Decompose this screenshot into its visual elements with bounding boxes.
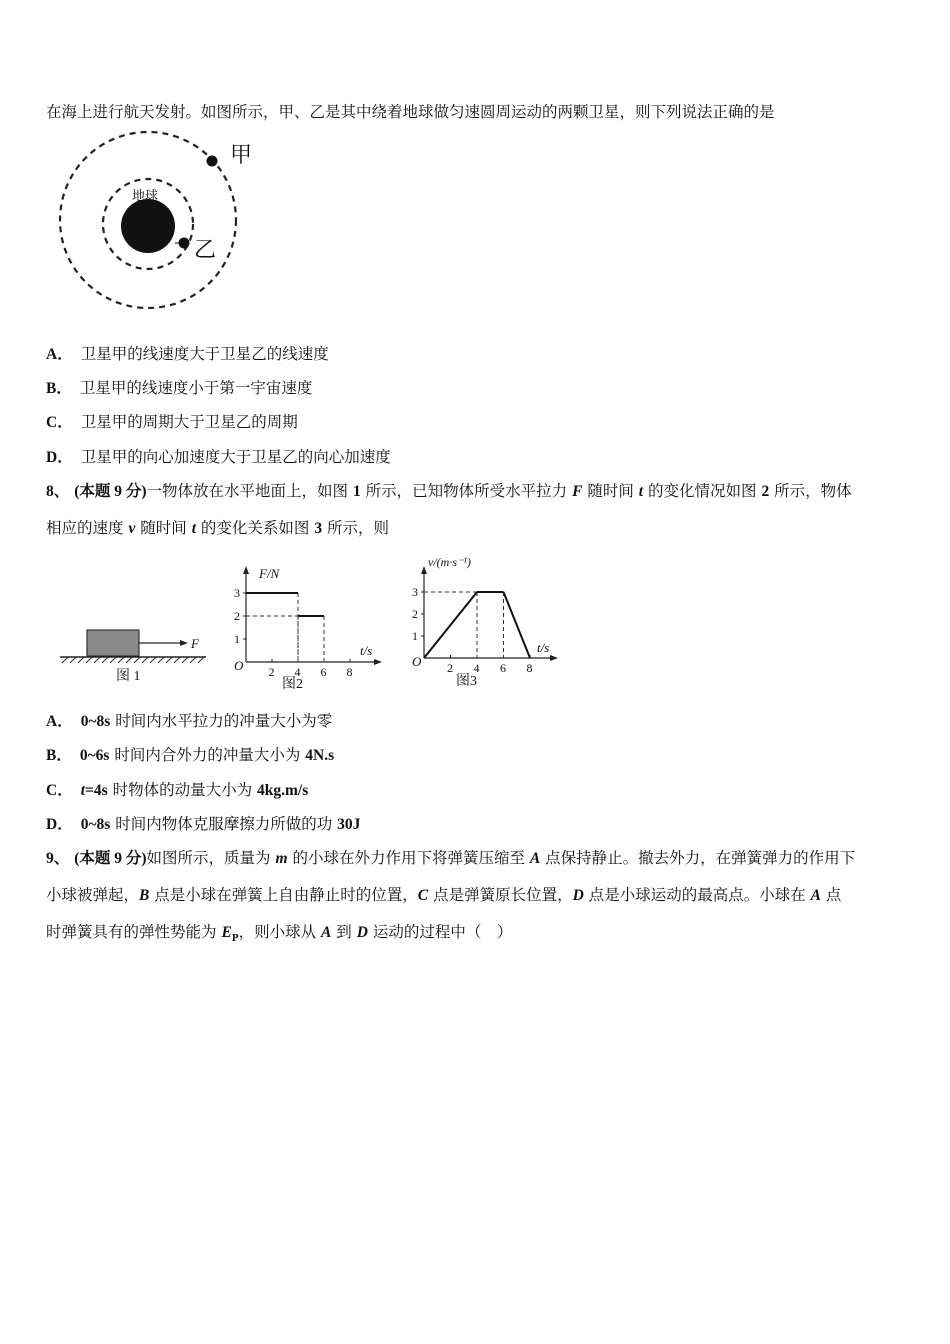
fig3-ytick-label: 2 bbox=[412, 607, 418, 621]
figure-1-caption: 图 1 bbox=[116, 669, 141, 684]
fig2-xtick-label: 8 bbox=[346, 665, 353, 679]
satellite-a-label: 甲 bbox=[230, 142, 253, 167]
ground-hatching bbox=[62, 657, 204, 663]
fig2-xtick-label: 4 bbox=[294, 665, 301, 679]
orbit-figure bbox=[50, 130, 270, 310]
fig3-ytick-label: 1 bbox=[412, 629, 418, 643]
fig3-xlabel: t/s bbox=[537, 640, 550, 655]
earth bbox=[121, 199, 175, 253]
satellite-a bbox=[207, 156, 218, 167]
q8-option-b: B． 0~6s 时间内合外力的冲量大小为 4N.s bbox=[46, 746, 335, 764]
fig2-xtick-label: 6 bbox=[320, 665, 327, 679]
question-intro: 在海上进行航天发射。如图所示，甲、乙是其中绕着地球做匀速圆周运动的两颗卫星，则下列说法正确的是 bbox=[46, 103, 775, 121]
fig2-xlabel: t/s bbox=[360, 643, 373, 658]
fig3-ylabel: v/(m·s⁻¹) bbox=[428, 555, 471, 569]
block bbox=[87, 630, 139, 656]
q8-stem-line1: 8、 (本题 9 分)一物体放在水平地面上，如图 1 所示，已知物体所受水平拉力 F 随时间 t 的变化情况如图 2 所示，物体 bbox=[46, 482, 852, 500]
fig3-xtick-label: 4 bbox=[473, 661, 480, 675]
fig2-origin: O bbox=[234, 658, 244, 673]
q7-option-c: C． 卫星甲的周期大于卫星乙的周期 bbox=[46, 413, 298, 431]
q8-figure-3 bbox=[404, 548, 564, 694]
fig2-ytick-label: 2 bbox=[234, 609, 240, 623]
fig2-caption: 图2 bbox=[282, 677, 303, 692]
earth-label: 地球 bbox=[132, 188, 159, 203]
fig3-segment bbox=[504, 592, 531, 658]
q8-stem-line2: 相应的速度 v 随时间 t 的变化关系如图 3 所示，则 bbox=[46, 519, 390, 537]
satellite-b bbox=[179, 238, 190, 249]
fig3-ytick-label: 3 bbox=[412, 585, 418, 599]
q9-stem-line1: 9、 (本题 9 分)如图所示，质量为 m 的小球在外力作用下将弹簧压缩至 A 点保持静止。撤去外力，在弹簧弹力的作用下 bbox=[46, 849, 856, 867]
fig2-xtick-label: 2 bbox=[268, 665, 275, 679]
q8-figure-2 bbox=[226, 560, 386, 694]
fig2-ytick-label: 3 bbox=[234, 586, 240, 600]
q8-figure-1 bbox=[56, 622, 216, 688]
q7-option-d: D． 卫星甲的向心加速度大于卫星乙的向心加速度 bbox=[46, 448, 391, 466]
fig2-ylabel: F/N bbox=[259, 566, 280, 581]
q8-option-c: C． t=4s 时物体的动量大小为 4kg.m/s bbox=[46, 781, 309, 799]
q9-stem-line2: 小球被弹起，B 点是小球在弹簧上自由静止时的位置，C 点是弹簧原长位置，D 点是小球运动的最高点。小球在 A 点 bbox=[46, 886, 842, 904]
q7-option-a: A． 卫星甲的线速度大于卫星乙的线速度 bbox=[46, 345, 329, 363]
force-label: F bbox=[191, 636, 199, 651]
fig3-caption: 图3 bbox=[456, 674, 477, 689]
q9-stem-line3: 时弹簧具有的弹性势能为 $E_P$，则小球从 A 到 D 运动的过程中（ ） bbox=[46, 923, 513, 945]
fig3-xtick-label: 6 bbox=[500, 661, 506, 675]
fig3-xtick-label: 8 bbox=[526, 661, 533, 675]
satellite-b-label: 乙 bbox=[194, 237, 217, 262]
fig3-segment bbox=[424, 592, 477, 658]
q8-option-a: A． 0~8s 时间内水平拉力的冲量大小为零 bbox=[46, 712, 333, 730]
fig2-ytick-label: 1 bbox=[234, 632, 240, 646]
fig3-xtick-label: 2 bbox=[447, 661, 453, 675]
q8-option-d: D． 0~8s 时间内物体克服摩擦力所做的功 30J bbox=[46, 815, 361, 833]
q7-option-b: B． 卫星甲的线速度小于第一宇宙速度 bbox=[46, 379, 313, 397]
fig3-origin: O bbox=[412, 654, 422, 669]
